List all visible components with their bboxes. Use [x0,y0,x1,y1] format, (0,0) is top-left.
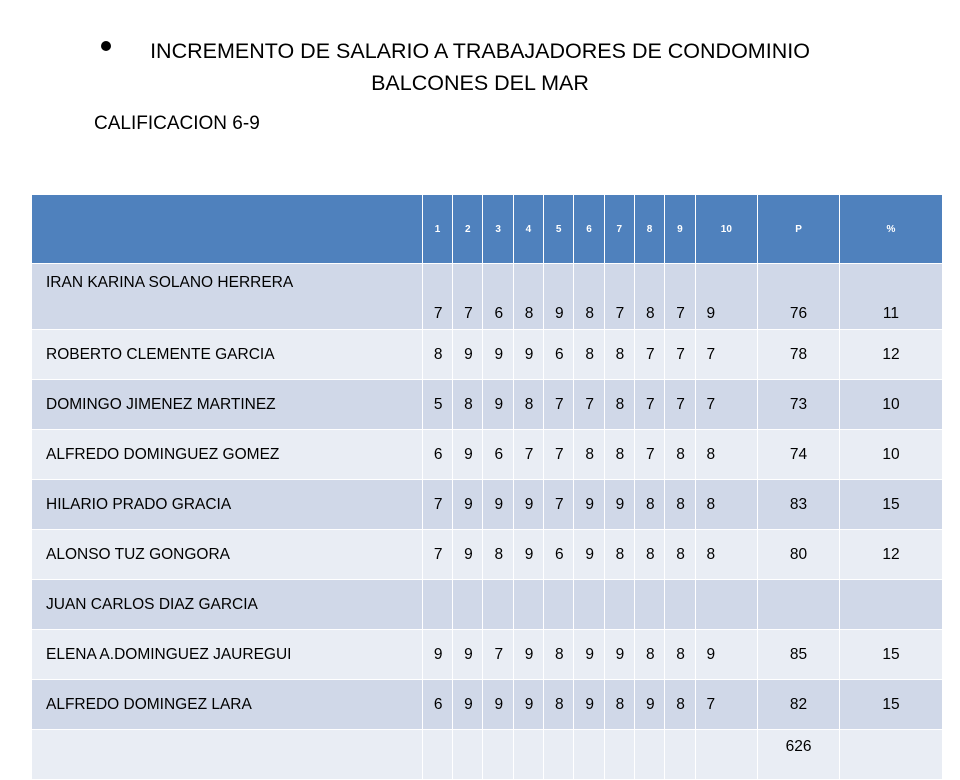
score-cell: 8 [544,630,574,680]
score-cell: 9 [453,430,483,480]
score-cell: 9 [422,630,452,680]
score-cell: 8 [665,430,695,480]
points-total-cell: 78 [758,330,840,380]
score-cell: 9 [574,630,604,680]
table-row [32,430,943,480]
score-cell [453,730,483,780]
subtitle: CALIFICACION 6-9 [94,113,260,134]
score-cell: 7 [483,630,513,680]
score-cell: 9 [453,530,483,580]
score-cell: 6 [544,530,574,580]
points-total-cell [758,580,840,630]
employee-name-cell: IRAN KARINA SOLANO HERRERA [32,264,423,330]
score-cell: 7 [453,264,483,330]
score-cell: 7 [422,530,452,580]
score-cell [422,730,452,780]
score-cell: 9 [695,264,758,330]
score-cell [483,730,513,780]
employee-name-cell: ELENA A.DOMINGUEZ JAUREGUI [32,630,423,680]
score-cell [665,730,695,780]
score-cell: 9 [513,680,543,730]
score-cell: 8 [513,264,543,330]
score-cell: 9 [544,264,574,330]
header-cell: 3 [483,195,513,264]
score-cell: 8 [695,530,758,580]
table-row [32,630,943,680]
score-cell: 6 [483,264,513,330]
score-cell [513,730,543,780]
employee-name-cell: ALFREDO DOMINGEZ LARA [32,680,423,730]
score-cell: 8 [604,680,634,730]
points-total-cell: 83 [758,480,840,530]
percent-cell: 15 [839,680,942,730]
score-cell: 8 [665,480,695,530]
percent-cell: 12 [839,330,942,380]
page-title [130,35,830,99]
header-cell: P [758,195,840,264]
score-cell: 6 [422,430,452,480]
score-cell: 7 [634,430,664,480]
score-cell: 9 [453,480,483,530]
score-cell: 8 [513,380,543,430]
points-total-cell: 80 [758,530,840,580]
score-cell: 7 [422,480,452,530]
table-row [32,264,943,330]
score-cell: 8 [604,530,634,580]
header-cell: 8 [634,195,664,264]
score-cell: 9 [513,530,543,580]
employee-name-cell: HILARIO PRADO GRACIA [32,480,423,530]
table-row [32,330,943,380]
score-cell: 9 [513,330,543,380]
score-cell: 7 [695,380,758,430]
grades-table [31,194,943,780]
score-cell [422,580,452,630]
score-cell: 8 [695,430,758,480]
employee-name-cell [32,730,423,780]
score-cell: 9 [604,480,634,530]
score-cell [695,730,758,780]
score-cell: 7 [513,430,543,480]
score-cell: 8 [544,680,574,730]
title-line-1: INCREMENTO DE SALARIO A TRABAJADORES DE CONDOMINIO [150,39,810,63]
score-cell: 9 [453,630,483,680]
employee-name-cell: JUAN CARLOS DIAZ GARCIA [32,580,423,630]
score-cell: 9 [483,330,513,380]
table-row [32,580,943,630]
score-cell: 8 [634,480,664,530]
score-cell: 9 [513,480,543,530]
score-cell: 9 [483,680,513,730]
score-cell: 8 [483,530,513,580]
score-cell: 8 [665,530,695,580]
score-cell: 8 [604,330,634,380]
score-cell: 5 [422,380,452,430]
score-cell: 9 [574,680,604,730]
score-cell: 7 [695,680,758,730]
percent-cell: 15 [839,630,942,680]
header-cell: % [839,195,942,264]
percent-cell: 12 [839,530,942,580]
score-cell: 7 [574,380,604,430]
score-cell [574,730,604,780]
bullet-icon [101,41,111,51]
points-total-cell: 74 [758,430,840,480]
header-cell: 6 [574,195,604,264]
table-row [32,680,943,730]
header-cell: 7 [604,195,634,264]
points-total-cell: 82 [758,680,840,730]
score-cell [634,730,664,780]
header-row [32,195,943,264]
header-cell: 9 [665,195,695,264]
score-cell: 7 [695,330,758,380]
percent-cell: 15 [839,480,942,530]
percent-cell [839,580,942,630]
score-cell: 7 [604,264,634,330]
score-cell: 8 [574,330,604,380]
points-total-cell: 76 [758,264,840,330]
score-cell: 8 [422,330,452,380]
score-cell: 6 [483,430,513,480]
score-cell: 8 [453,380,483,430]
score-cell: 8 [665,630,695,680]
score-cell: 6 [544,330,574,380]
header-cell: 4 [513,195,543,264]
employee-name-cell: ALONSO TUZ GONGORA [32,530,423,580]
points-total-cell: 626 [758,730,840,780]
employee-name-cell: DOMINGO JIMENEZ MARTINEZ [32,380,423,430]
score-cell: 9 [513,630,543,680]
score-cell: 9 [483,480,513,530]
score-cell: 9 [634,680,664,730]
score-cell: 7 [422,264,452,330]
percent-cell: 10 [839,380,942,430]
header-cell: 5 [544,195,574,264]
table-row [32,380,943,430]
score-cell: 8 [665,680,695,730]
title-line-2: BALCONES DEL MAR [371,71,589,95]
score-cell: 7 [665,330,695,380]
score-cell [574,580,604,630]
score-cell: 9 [483,380,513,430]
score-cell: 8 [574,264,604,330]
score-cell [544,580,574,630]
score-cell: 9 [453,330,483,380]
score-cell [544,730,574,780]
score-cell [695,580,758,630]
score-cell [604,730,634,780]
score-cell: 8 [604,430,634,480]
points-total-cell: 73 [758,380,840,430]
header-cell: 10 [695,195,758,264]
score-cell: 7 [634,330,664,380]
score-cell [634,580,664,630]
score-cell [604,580,634,630]
employee-name-cell: ALFREDO DOMINGUEZ GOMEZ [32,430,423,480]
score-cell [453,580,483,630]
score-cell: 8 [604,380,634,430]
percent-cell: 11 [839,264,942,330]
score-cell: 7 [544,380,574,430]
score-cell: 7 [665,264,695,330]
score-cell: 7 [665,380,695,430]
score-cell: 8 [634,530,664,580]
score-cell: 9 [574,530,604,580]
score-cell [665,580,695,630]
percent-cell [839,730,942,780]
score-cell: 8 [634,630,664,680]
table-row [32,480,943,530]
points-total-cell: 85 [758,630,840,680]
score-cell: 6 [422,680,452,730]
score-cell: 8 [695,480,758,530]
score-cell: 9 [574,480,604,530]
score-cell: 9 [695,630,758,680]
score-cell: 7 [544,480,574,530]
score-cell: 8 [634,264,664,330]
percent-cell: 10 [839,430,942,480]
score-cell: 9 [604,630,634,680]
score-cell [513,580,543,630]
header-cell: 1 [422,195,452,264]
employee-name-cell: ROBERTO CLEMENTE GARCIA [32,330,423,380]
score-cell: 8 [574,430,604,480]
table-row [32,730,943,780]
header-cell: 2 [453,195,483,264]
score-cell: 7 [544,430,574,480]
score-cell [483,580,513,630]
score-cell: 7 [634,380,664,430]
score-cell: 9 [453,680,483,730]
table-row [32,530,943,580]
header-name-cell [32,195,423,264]
